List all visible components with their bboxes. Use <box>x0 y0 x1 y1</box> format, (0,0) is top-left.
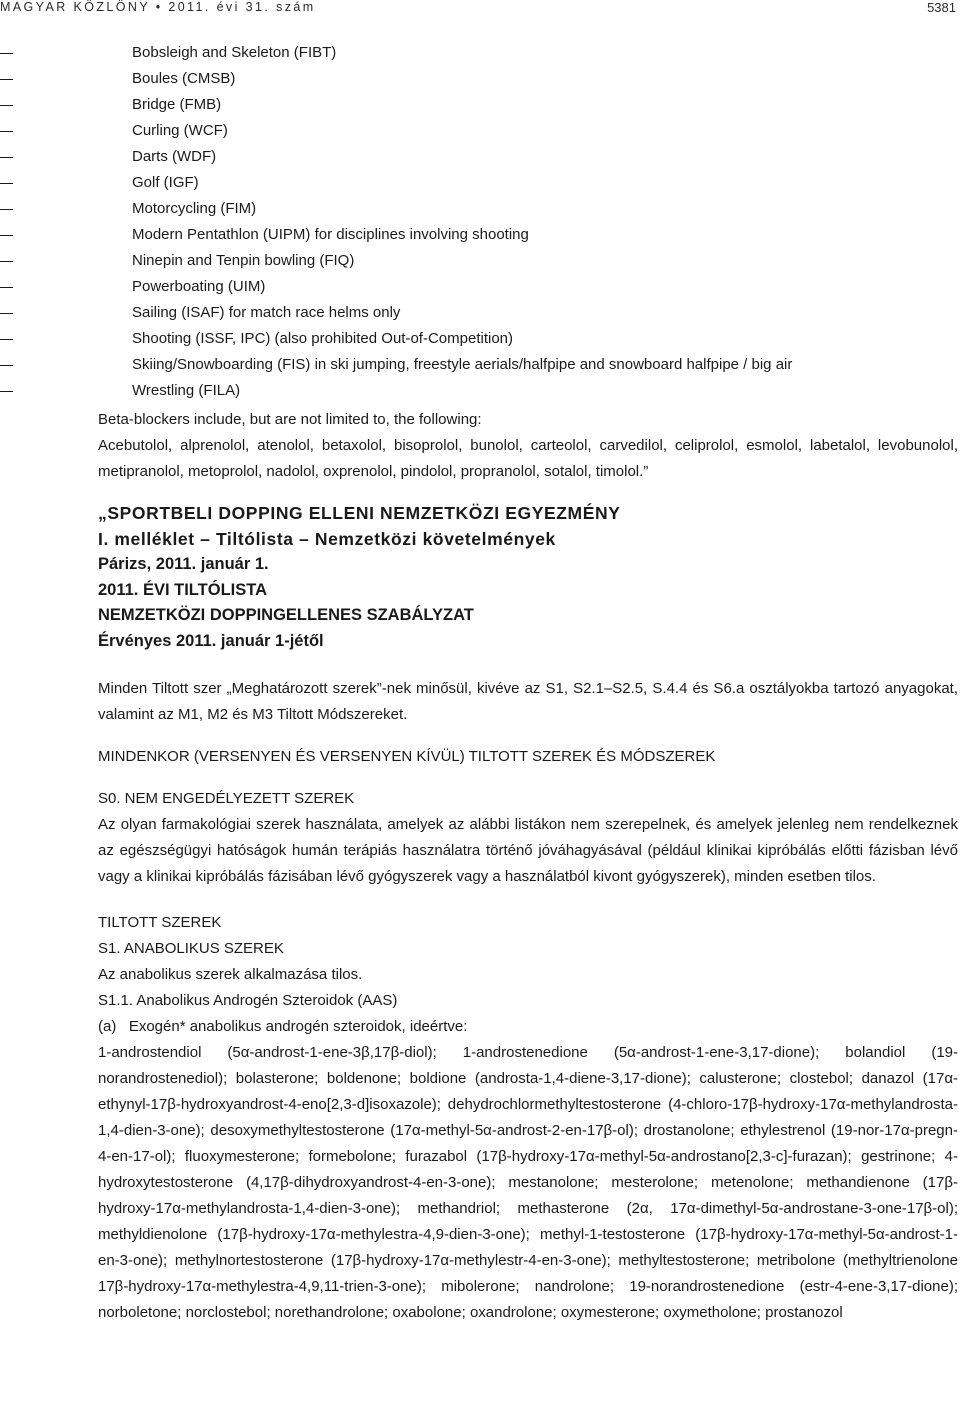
annex-title: I. melléklet – Tiltólista – Nemzetközi követelmények <box>98 528 556 549</box>
list-item <box>98 121 958 147</box>
list-item-text: Bobsleigh and Skeleton (FIBT) <box>132 44 337 61</box>
list-item-text: Modern Pentathlon (UIPM) for disciplines involving shooting <box>132 226 529 243</box>
page-number: 5381 <box>927 0 956 15</box>
dash-icon <box>0 183 13 184</box>
list-item-text: Bridge (FMB) <box>132 96 222 113</box>
list-item-text: Darts (WDF) <box>132 148 217 165</box>
prohibited-substances-heading: TILTOTT SZEREK <box>98 914 222 931</box>
convention-title: „SPORTBELI DOPPING ELLENI NEMZETKÖZI EGYEZMÉNY <box>98 503 621 523</box>
s1-title: S1. ANABOLIKUS SZEREK <box>98 940 284 957</box>
list-item-text: Powerboating (UIM) <box>132 278 266 295</box>
list-item-text: Golf (IGF) <box>132 174 199 191</box>
list-title: 2011. ÉVI TILTÓLISTA <box>98 580 268 599</box>
dash-icon <box>0 209 13 210</box>
page-header <box>0 0 960 18</box>
list-item <box>98 95 958 121</box>
dash-icon <box>0 53 13 54</box>
list-item <box>98 69 958 95</box>
list-item <box>98 277 958 303</box>
list-item-text: Shooting (ISSF, IPC) (also prohibited Out-of-Competition) <box>132 330 513 347</box>
dash-icon <box>0 157 13 158</box>
list-item <box>98 147 958 173</box>
s1-item-a: (a) Exogén* anabolikus androgén szteroidok, ideértve: <box>98 1018 468 1035</box>
s1-subsection: S1.1. Anabolikus Androgén Szteroidok (AAS) <box>98 992 398 1009</box>
dash-icon <box>0 313 13 314</box>
beta-blockers-list: Acebutolol, alprenolol, atenolol, betaxolol, bisoprolol, bunolol, carteolol, carvedilol, celiprolol, esmolol, labetalol, levobunolol, metipranolol, metoprolol, nadolol, oxprenolol, pindolol, propranolol, sotalol, timolol.” <box>98 437 958 480</box>
dash-icon <box>0 131 13 132</box>
dash-icon <box>0 235 13 236</box>
beta-blockers-intro: Beta-blockers include, but are not limited to, the following: <box>98 411 482 428</box>
dash-icon <box>0 365 13 366</box>
dash-icon <box>0 105 13 106</box>
s0-title: S0. NEM ENGEDÉLYEZETT SZEREK <box>98 790 355 807</box>
valid-from: Érvényes 2011. január 1-jétől <box>98 631 324 650</box>
sports-list <box>98 43 958 407</box>
list-item-text: Boules (CMSB) <box>132 70 236 87</box>
code-title: NEMZETKÖZI DOPPINGELLENES SZABÁLYZAT <box>98 606 474 624</box>
list-item-text: Curling (WCF) <box>132 122 228 139</box>
s0-text: Az olyan farmakológiai szerek használata, amelyek az alábbi listákon nem szerepelnek, és amelyek jelenleg nem rendelkeznek az egészségügyi hatóságok humán terápiás használatra történő jóváhagyásával (például klinikai kipróbálás előtti fázisban lévő vagy a klinikai kipróbálás fázisában lévő gyógyszerek vagy a használatból kivont gyógyszerek), minden esetben tilos. <box>98 816 958 885</box>
s1-line: Az anabolikus szerek alkalmazása tilos. <box>98 966 363 983</box>
list-item-text: Sailing (ISAF) for match race helms only <box>132 304 401 321</box>
s1-substances: 1-androstendiol (5α-androst-1-ene-3β,17β-diol); 1-androstenedione (5α-androst-1-ene-3,17-dione); bolandiol (19-norandrostenediol); bolasterone; boldenone; boldione (androsta-1,4-diene-3,17-dione); calusterone; clostebol; danazol (17α-ethynyl-17β-hydroxyandrost-4-eno[2,3-d]isoxazole); dehydrochlormethyltestosterone (4-chloro-17β-hydroxy-17α-methylandrosta-1,4-dien-3-one); desoxymethyltestosterone (17α-methyl-5α-androst-2-en-17β-ol); drostanolone; ethylestrenol (19-nor-17α-pregn-4-en-17-ol); fluoxymesterone; formebolone; furazabol (17β-hydroxy-17α-methyl-5α-androstano[2,3-c]-furazan); gestrinone; 4-hydroxytestosterone (4,17β-dihydroxyandrost-4-en-3-one); mestanolone; mesterolone; metenolone; methandienone (17β-hydroxy-17α-methylandrosta-1,4-dien-3-one); methandriol; methasterone (2α, 17α-dimethyl-5α-androstane-3-one-17β-ol); methyldienolone (17β-hydroxy-17α-methylestra-4,9-dien-3-one); methyl-1-testosterone (17β-hydroxy-17α-methyl-5α-androst-1-en-3-one); methylnortestosterone (17β-hydroxy-17α-methylestr-4-en-3-one); methyltestosterone; metribolone (methyltrienolone 17β-hydroxy-17α-methylestra-4,9,11-trien-3-one); mibolerone; nandrolone; 19-norandrostenedione (estr-4-ene-3,17-dione); norboletone; norclostebol; norethandrolone; oxabolone; oxandrolone; oxymesterone; oxymetholone; prostanozol <box>98 1044 958 1321</box>
dash-icon <box>0 339 13 340</box>
list-item <box>98 173 958 199</box>
always-prohibited-heading: MINDENKOR (VERSENYEN ÉS VERSENYEN KÍVÜL) TILTOTT SZEREK ÉS MÓDSZEREK <box>98 748 716 765</box>
list-item-text: Skiing/Snowboarding (FIS) in ski jumping, freestyle aerials/halfpipe and snowboard halfpipe / big air <box>132 356 793 373</box>
dash-icon <box>0 391 13 392</box>
dash-icon <box>0 79 13 80</box>
list-item <box>98 303 958 329</box>
dash-icon <box>0 261 13 262</box>
list-item <box>98 329 958 355</box>
dash-icon <box>0 287 13 288</box>
document-body <box>98 43 958 1326</box>
list-item <box>98 225 958 251</box>
list-item-text: Ninepin and Tenpin bowling (FIQ) <box>132 252 355 269</box>
convention-headings <box>98 501 958 654</box>
list-item <box>98 43 958 69</box>
list-item <box>98 251 958 277</box>
list-item <box>98 381 958 407</box>
journal-title: MAGYAR KÖZLÖNY • 2011. évi 31. szám <box>0 0 316 14</box>
list-item-text: Wrestling (FILA) <box>132 382 241 399</box>
intro-paragraph: Minden Tiltott szer „Meghatározott szerek”-nek minősül, kivéve az S1, S2.1–S2.5, S.4.4 és S6.a osztályokba tartozó anyagokat, valamint az M1, M2 és M3 Tiltott Módszereket. <box>98 680 958 723</box>
place-date: Párizs, 2011. január 1. <box>98 555 269 573</box>
list-item-text: Motorcycling (FIM) <box>132 200 257 217</box>
list-item <box>98 355 958 381</box>
list-item <box>98 199 958 225</box>
